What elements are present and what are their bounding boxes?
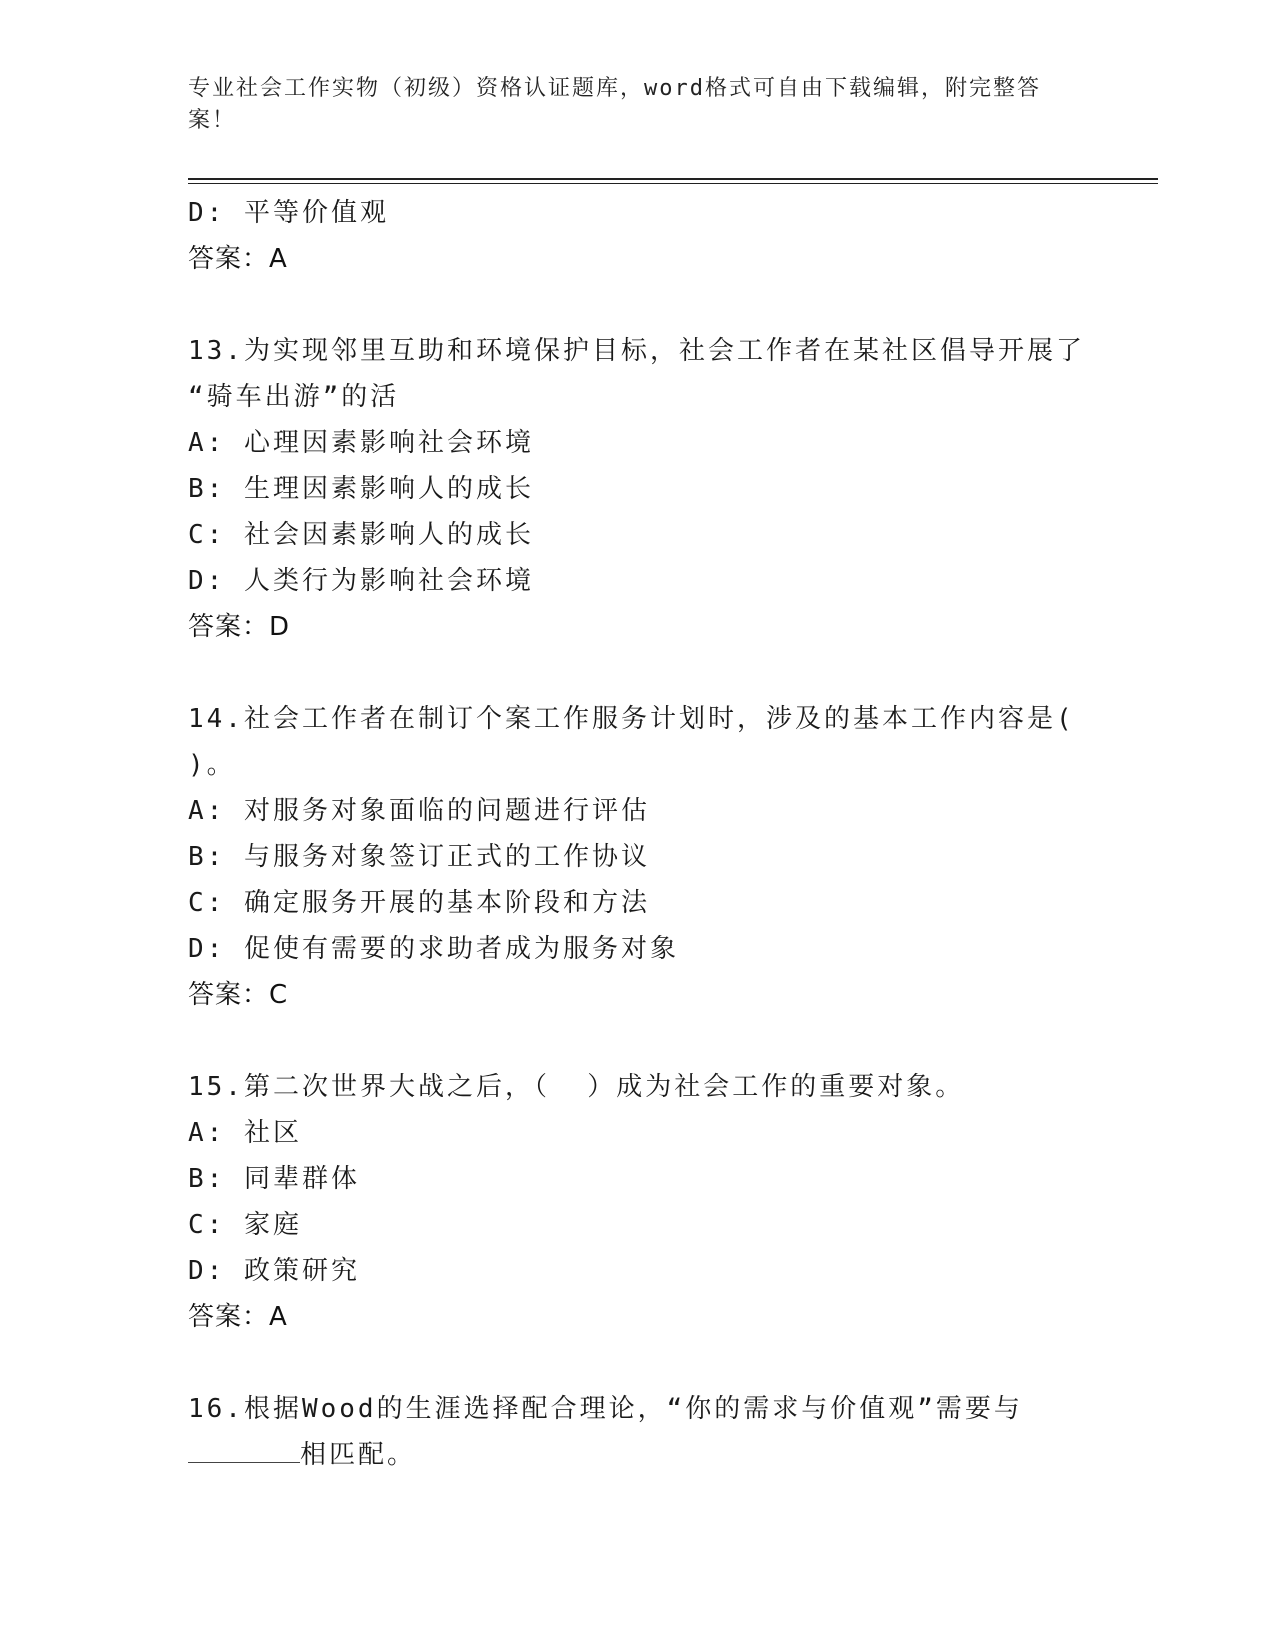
question-content xyxy=(188,190,1158,1478)
spacer xyxy=(188,650,1158,696)
spacer xyxy=(188,1340,1158,1386)
answer-line: 答案：A xyxy=(188,244,288,274)
spacer xyxy=(188,282,1158,328)
page-header xyxy=(188,73,1088,137)
question-stem-line-1: 15.第二次世界大战之后，（ ）成为社会工作的重要对象。 xyxy=(188,1072,965,1102)
option-d: D: 平等价值观 xyxy=(188,198,389,228)
header-rule-thick xyxy=(188,178,1158,180)
answer-line: 答案：D xyxy=(188,612,291,642)
carryover-block xyxy=(188,190,1158,282)
answer-line: 答案：C xyxy=(188,980,289,1010)
header-rule-thin xyxy=(188,183,1158,184)
question-stem-line-1: 13.为实现邻里互助和环境保护目标，社会工作者在某社区倡导开展了 xyxy=(188,336,1085,366)
option-b: B: 同辈群体 xyxy=(188,1164,360,1194)
option-a: A: 对服务对象面临的问题进行评估 xyxy=(188,796,650,826)
option-b: B: 与服务对象签订正式的工作协议 xyxy=(188,842,650,872)
option-d: D: 人类行为影响社会环境 xyxy=(188,566,534,596)
fill-in-blank xyxy=(188,1436,300,1463)
header-text-line-2: 案！ xyxy=(188,108,237,133)
question-stem-line-1: 16.根据Wood的生涯选择配合理论，“你的需求与价值观”需要与 xyxy=(188,1394,1023,1424)
question-stem-line-2 xyxy=(188,1432,1088,1478)
option-c: C: 社会因素影响人的成长 xyxy=(188,520,534,550)
spacer xyxy=(188,1018,1158,1064)
question-13 xyxy=(188,328,1158,650)
question-stem-line-2: “骑车出游”的活 xyxy=(188,382,400,412)
option-a: A: 社区 xyxy=(188,1118,302,1148)
option-a: A: 心理因素影响社会环境 xyxy=(188,428,534,458)
option-c: C: 确定服务开展的基本阶段和方法 xyxy=(188,888,650,918)
question-15 xyxy=(188,1064,1158,1340)
option-b: B: 生理因素影响人的成长 xyxy=(188,474,534,504)
answer-line: 答案：A xyxy=(188,1302,288,1332)
option-c: C: 家庭 xyxy=(188,1210,302,1240)
option-d: D: 促使有需要的求助者成为服务对象 xyxy=(188,934,679,964)
question-16 xyxy=(188,1386,1158,1478)
question-14 xyxy=(188,696,1158,1018)
question-stem-line-2: )。 xyxy=(188,750,236,780)
header-text-line-1: 专业社会工作实物（初级）资格认证题库，word格式可自由下载编辑，附完整答 xyxy=(188,76,1041,101)
option-d: D: 政策研究 xyxy=(188,1256,360,1286)
document-page xyxy=(188,0,1158,1650)
question-stem-line-1: 14.社会工作者在制订个案工作服务计划时，涉及的基本工作内容是( xyxy=(188,704,1075,734)
question-stem-suffix: 相匹配。 xyxy=(300,1440,417,1470)
